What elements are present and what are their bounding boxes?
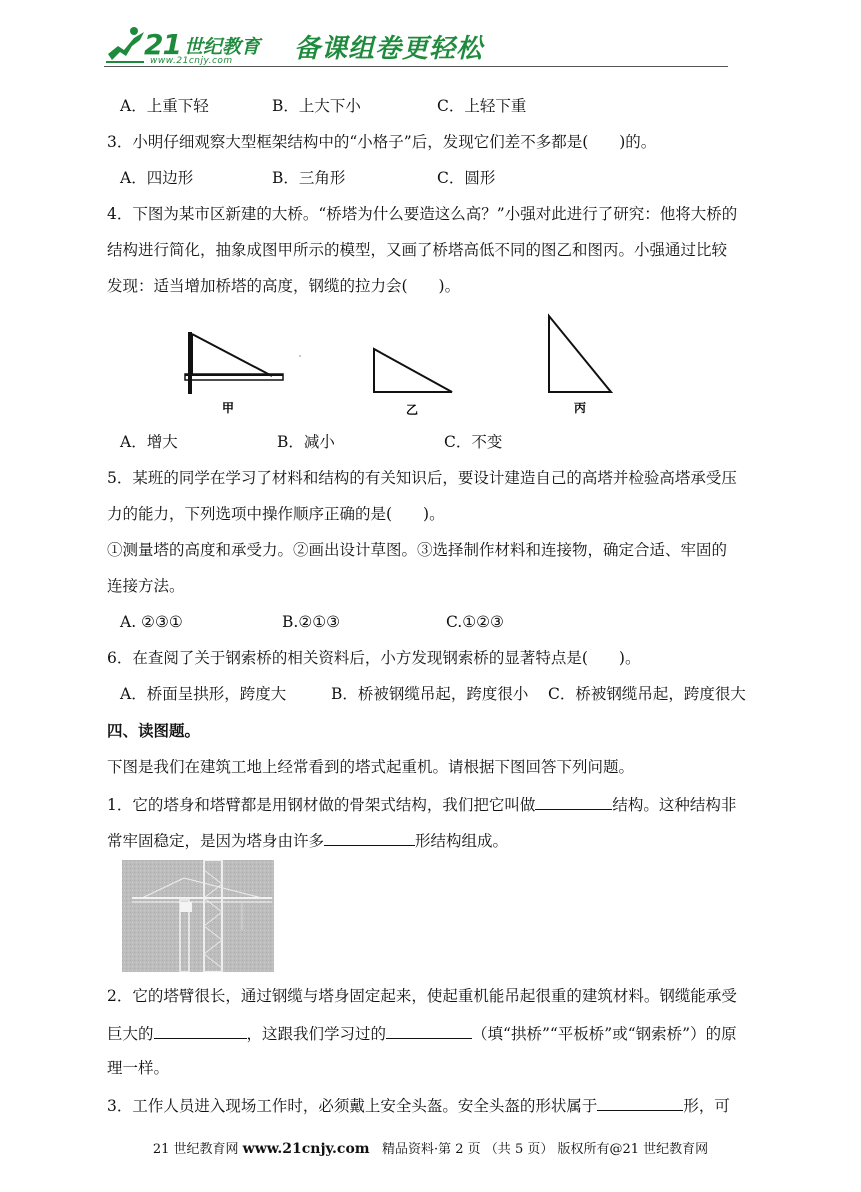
footer-right: 精品资料·第 2 页 （共 5 页） 版权所有@21 世纪教育网 — [369, 1142, 709, 1157]
q2-option-a: A．上重下轻 — [120, 97, 209, 115]
figure-label-jia: 甲 — [221, 401, 235, 415]
answer-blank-4[interactable] — [386, 1022, 472, 1039]
q4-line-3: 发现：适当增加桥塔的高度，钢缆的拉力会( )。 — [107, 277, 461, 295]
q5-option-a: A. ②③① — [120, 613, 183, 631]
answer-blank-1[interactable] — [535, 793, 612, 810]
s4-q3-line-1: 3．工作人员进入现场工作时，必须戴上安全头盔。安全头盔的形状属于 形，可 — [107, 1094, 730, 1116]
answer-blank-5[interactable] — [597, 1094, 683, 1111]
q6-option-b: B．桥被钢缆吊起，跨度很小 — [331, 685, 529, 703]
q4-line-1: 4．下图为某市区新建的大桥。“桥塔为什么要造这么高？”小强对此进行了研究：他将大桥的 — [107, 205, 738, 223]
q5-line-4: 连接方法。 — [107, 577, 185, 595]
section-intro: 下图是我们在建筑工地上经常看到的塔式起重机。请根据下图回答下列问题。 — [107, 758, 635, 776]
footer-url[interactable]: www.21cnjy.com — [242, 1141, 370, 1157]
q4-option-a: A．增大 — [120, 433, 178, 451]
q3-option-c: C．圆形 — [437, 169, 496, 187]
logo-number: 21 — [144, 28, 181, 61]
answer-blank-3[interactable] — [154, 1022, 247, 1039]
q5-option-c: C.①②③ — [446, 613, 504, 631]
q3-text: 3．小明仔细观察大型框架结构中的“小格子”后，发现它们差不多都是( )的。 — [107, 133, 657, 151]
figure-bing — [549, 316, 611, 392]
header-slogan: 备课组卷更轻松 — [294, 34, 484, 64]
logo-url: www.21cnjy.com — [150, 56, 233, 66]
q3-option-b: B．三角形 — [272, 169, 346, 187]
q4-line-2: 结构进行简化，抽象成图甲所示的模型，又画了桥塔高低不同的图乙和图丙。小强通过比较 — [107, 241, 728, 259]
q4-option-b: B．减小 — [277, 433, 335, 451]
s4-q1-line-1: 1．它的塔身和塔臂都是用钢材做的骨架式结构，我们把它叫做 结构。这种结构非 — [107, 793, 736, 815]
q5-line-1: 5．某班的同学在学习了材料和结构的有关知识后，要设计建造自己的高塔并检验高塔承受压 — [107, 469, 737, 487]
s4-q2-line-3: 理一样。 — [107, 1059, 170, 1077]
figure-label-yi: 乙 — [405, 403, 419, 417]
page-header — [104, 22, 728, 70]
s4-q1-line-2: 常牢固稳定，是因为塔身由许多 形结构组成。 — [107, 829, 508, 851]
logo-text: 世纪教育 — [184, 36, 261, 58]
section-heading: 四、读图题。 — [107, 721, 201, 740]
runner-logo-icon — [104, 24, 148, 66]
figure-label-bing: 丙 — [573, 401, 587, 415]
footer-left: 21 世纪教育网 — [152, 1142, 243, 1157]
q5-option-b: B.②①③ — [282, 613, 341, 631]
answer-blank-2[interactable] — [324, 829, 415, 846]
q2-option-c: C．上轻下重 — [437, 97, 527, 115]
q5-line-3: ①测量塔的高度和承受力。②画出设计草图。③选择制作材料和连接物，确定合适、牢固的 — [107, 541, 728, 559]
bridge-tower-diagram — [180, 312, 620, 418]
page-footer — [0, 1138, 861, 1157]
s4-q2-line-2: 巨大的 ，这跟我们学习过的 （填“拱桥”“平板桥”或“钢索桥”）的原 — [107, 1022, 737, 1044]
s4-q2-line-1: 2．它的塔臂很长，通过钢缆与塔身固定起来，使起重机能吊起很重的建筑材料。钢缆能承受 — [107, 987, 737, 1005]
q2-option-b: B．上大下小 — [272, 97, 361, 115]
figure-jia — [185, 332, 283, 394]
q6-text: 6．在查阅了关于钢索桥的相关资料后，小方发现钢索桥的显著特点是( )。 — [107, 649, 641, 667]
tower-crane-photo — [122, 860, 274, 972]
q4-option-c: C．不变 — [444, 433, 503, 451]
q5-line-2: 力的能力，下列选项中操作顺序正确的是( )。 — [107, 505, 445, 523]
figure-yi — [374, 349, 452, 392]
header-divider — [104, 66, 728, 67]
q3-option-a: A．四边形 — [120, 169, 194, 187]
q6-option-a: A．桥面呈拱形，跨度大 — [120, 685, 287, 703]
q6-option-c: C．桥被钢缆吊起，跨度很大 — [548, 685, 746, 703]
